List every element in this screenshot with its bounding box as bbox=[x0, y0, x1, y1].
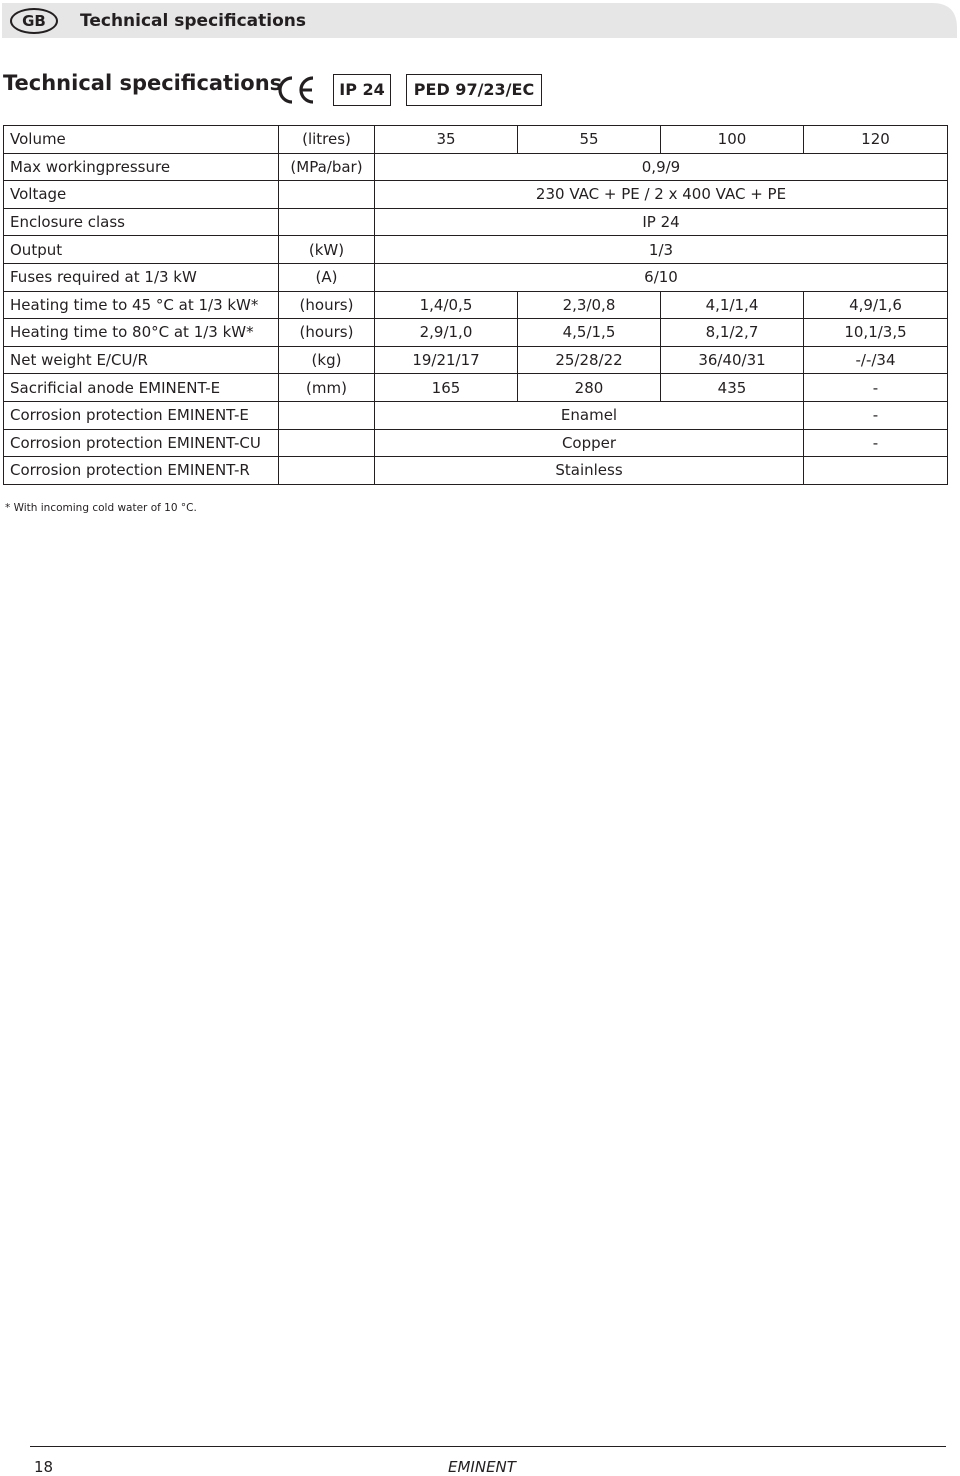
value-cell: 35 bbox=[375, 126, 518, 154]
value-cell: 1,4/0,5 bbox=[375, 291, 518, 319]
value-cell: 19/21/17 bbox=[375, 346, 518, 374]
table-row bbox=[4, 291, 948, 319]
param-label: Corrosion protection EMINENT-CU bbox=[4, 429, 279, 457]
value-cell: 4,5/1,5 bbox=[518, 319, 661, 347]
value-cell: 435 bbox=[661, 374, 804, 402]
param-label: Sacrificial anode EMINENT-E bbox=[4, 374, 279, 402]
page-number: 18 bbox=[34, 1458, 54, 1476]
table-row bbox=[4, 457, 948, 485]
ped-directive-box: PED 97/23/EC bbox=[406, 74, 542, 106]
param-label: Net weight E/CU/R bbox=[4, 346, 279, 374]
param-label: Output bbox=[4, 236, 279, 264]
unit-cell bbox=[279, 429, 375, 457]
specifications-table bbox=[3, 125, 948, 485]
param-label: Heating time to 80°C at 1/3 kW* bbox=[4, 319, 279, 347]
value-cell: 55 bbox=[518, 126, 661, 154]
param-label: Max workingpressure bbox=[4, 153, 279, 181]
brand-name: EMINENT bbox=[448, 1458, 516, 1476]
value-cell: - bbox=[804, 374, 948, 402]
value-cell: 120 bbox=[804, 126, 948, 154]
value-cell: 36/40/31 bbox=[661, 346, 804, 374]
unit-cell: (litres) bbox=[279, 126, 375, 154]
value-cell: 10,1/3,5 bbox=[804, 319, 948, 347]
unit-cell: (A) bbox=[279, 263, 375, 291]
table-row bbox=[4, 401, 948, 429]
param-label: Corrosion protection EMINENT-R bbox=[4, 457, 279, 485]
language-badge: GB bbox=[10, 8, 58, 34]
value-cell bbox=[804, 457, 948, 485]
unit-cell bbox=[279, 208, 375, 236]
value-cell: - bbox=[804, 429, 948, 457]
value-cell: 25/28/22 bbox=[518, 346, 661, 374]
table-row bbox=[4, 429, 948, 457]
ce-mark-icon bbox=[275, 75, 317, 105]
table-row bbox=[4, 208, 948, 236]
unit-cell: (mm) bbox=[279, 374, 375, 402]
table-row bbox=[4, 263, 948, 291]
unit-cell: (MPa/bar) bbox=[279, 153, 375, 181]
unit-cell bbox=[279, 457, 375, 485]
param-label: Volume bbox=[4, 126, 279, 154]
unit-cell: (hours) bbox=[279, 291, 375, 319]
value-cell: - bbox=[804, 401, 948, 429]
value-cell: 4,9/1,6 bbox=[804, 291, 948, 319]
value-cell: 2,9/1,0 bbox=[375, 319, 518, 347]
value-cell: 280 bbox=[518, 374, 661, 402]
value-cell: 1/3 bbox=[375, 236, 948, 264]
value-cell: 0,9/9 bbox=[375, 153, 948, 181]
value-cell: 6/10 bbox=[375, 263, 948, 291]
value-cell: 4,1/1,4 bbox=[661, 291, 804, 319]
footer-divider bbox=[30, 1446, 946, 1447]
value-cell: 230 VAC + PE / 2 x 400 VAC + PE bbox=[375, 181, 948, 209]
footnote: * With incoming cold water of 10 °C. bbox=[5, 502, 197, 514]
value-cell: 2,3/0,8 bbox=[518, 291, 661, 319]
param-label: Enclosure class bbox=[4, 208, 279, 236]
value-cell: Enamel bbox=[375, 401, 804, 429]
table-row bbox=[4, 236, 948, 264]
unit-cell: (hours) bbox=[279, 319, 375, 347]
value-cell: IP 24 bbox=[375, 208, 948, 236]
table-row bbox=[4, 181, 948, 209]
value-cell: Stainless bbox=[375, 457, 804, 485]
page-title: Technical specifications bbox=[3, 71, 283, 95]
table-row bbox=[4, 153, 948, 181]
value-cell: -/-/34 bbox=[804, 346, 948, 374]
unit-cell: (kg) bbox=[279, 346, 375, 374]
header-bar bbox=[2, 3, 957, 38]
value-cell: 165 bbox=[375, 374, 518, 402]
unit-cell: (kW) bbox=[279, 236, 375, 264]
param-label: Corrosion protection EMINENT-E bbox=[4, 401, 279, 429]
ip-rating-box: IP 24 bbox=[333, 74, 391, 106]
param-label: Heating time to 45 °C at 1/3 kW* bbox=[4, 291, 279, 319]
param-label: Voltage bbox=[4, 181, 279, 209]
unit-cell bbox=[279, 401, 375, 429]
table-row bbox=[4, 374, 948, 402]
table-row bbox=[4, 346, 948, 374]
value-cell: Copper bbox=[375, 429, 804, 457]
header-title: Technical specifications bbox=[80, 11, 306, 31]
value-cell: 8,1/2,7 bbox=[661, 319, 804, 347]
unit-cell bbox=[279, 181, 375, 209]
param-label: Fuses required at 1/3 kW bbox=[4, 263, 279, 291]
table-row bbox=[4, 126, 948, 154]
value-cell: 100 bbox=[661, 126, 804, 154]
table-row bbox=[4, 319, 948, 347]
